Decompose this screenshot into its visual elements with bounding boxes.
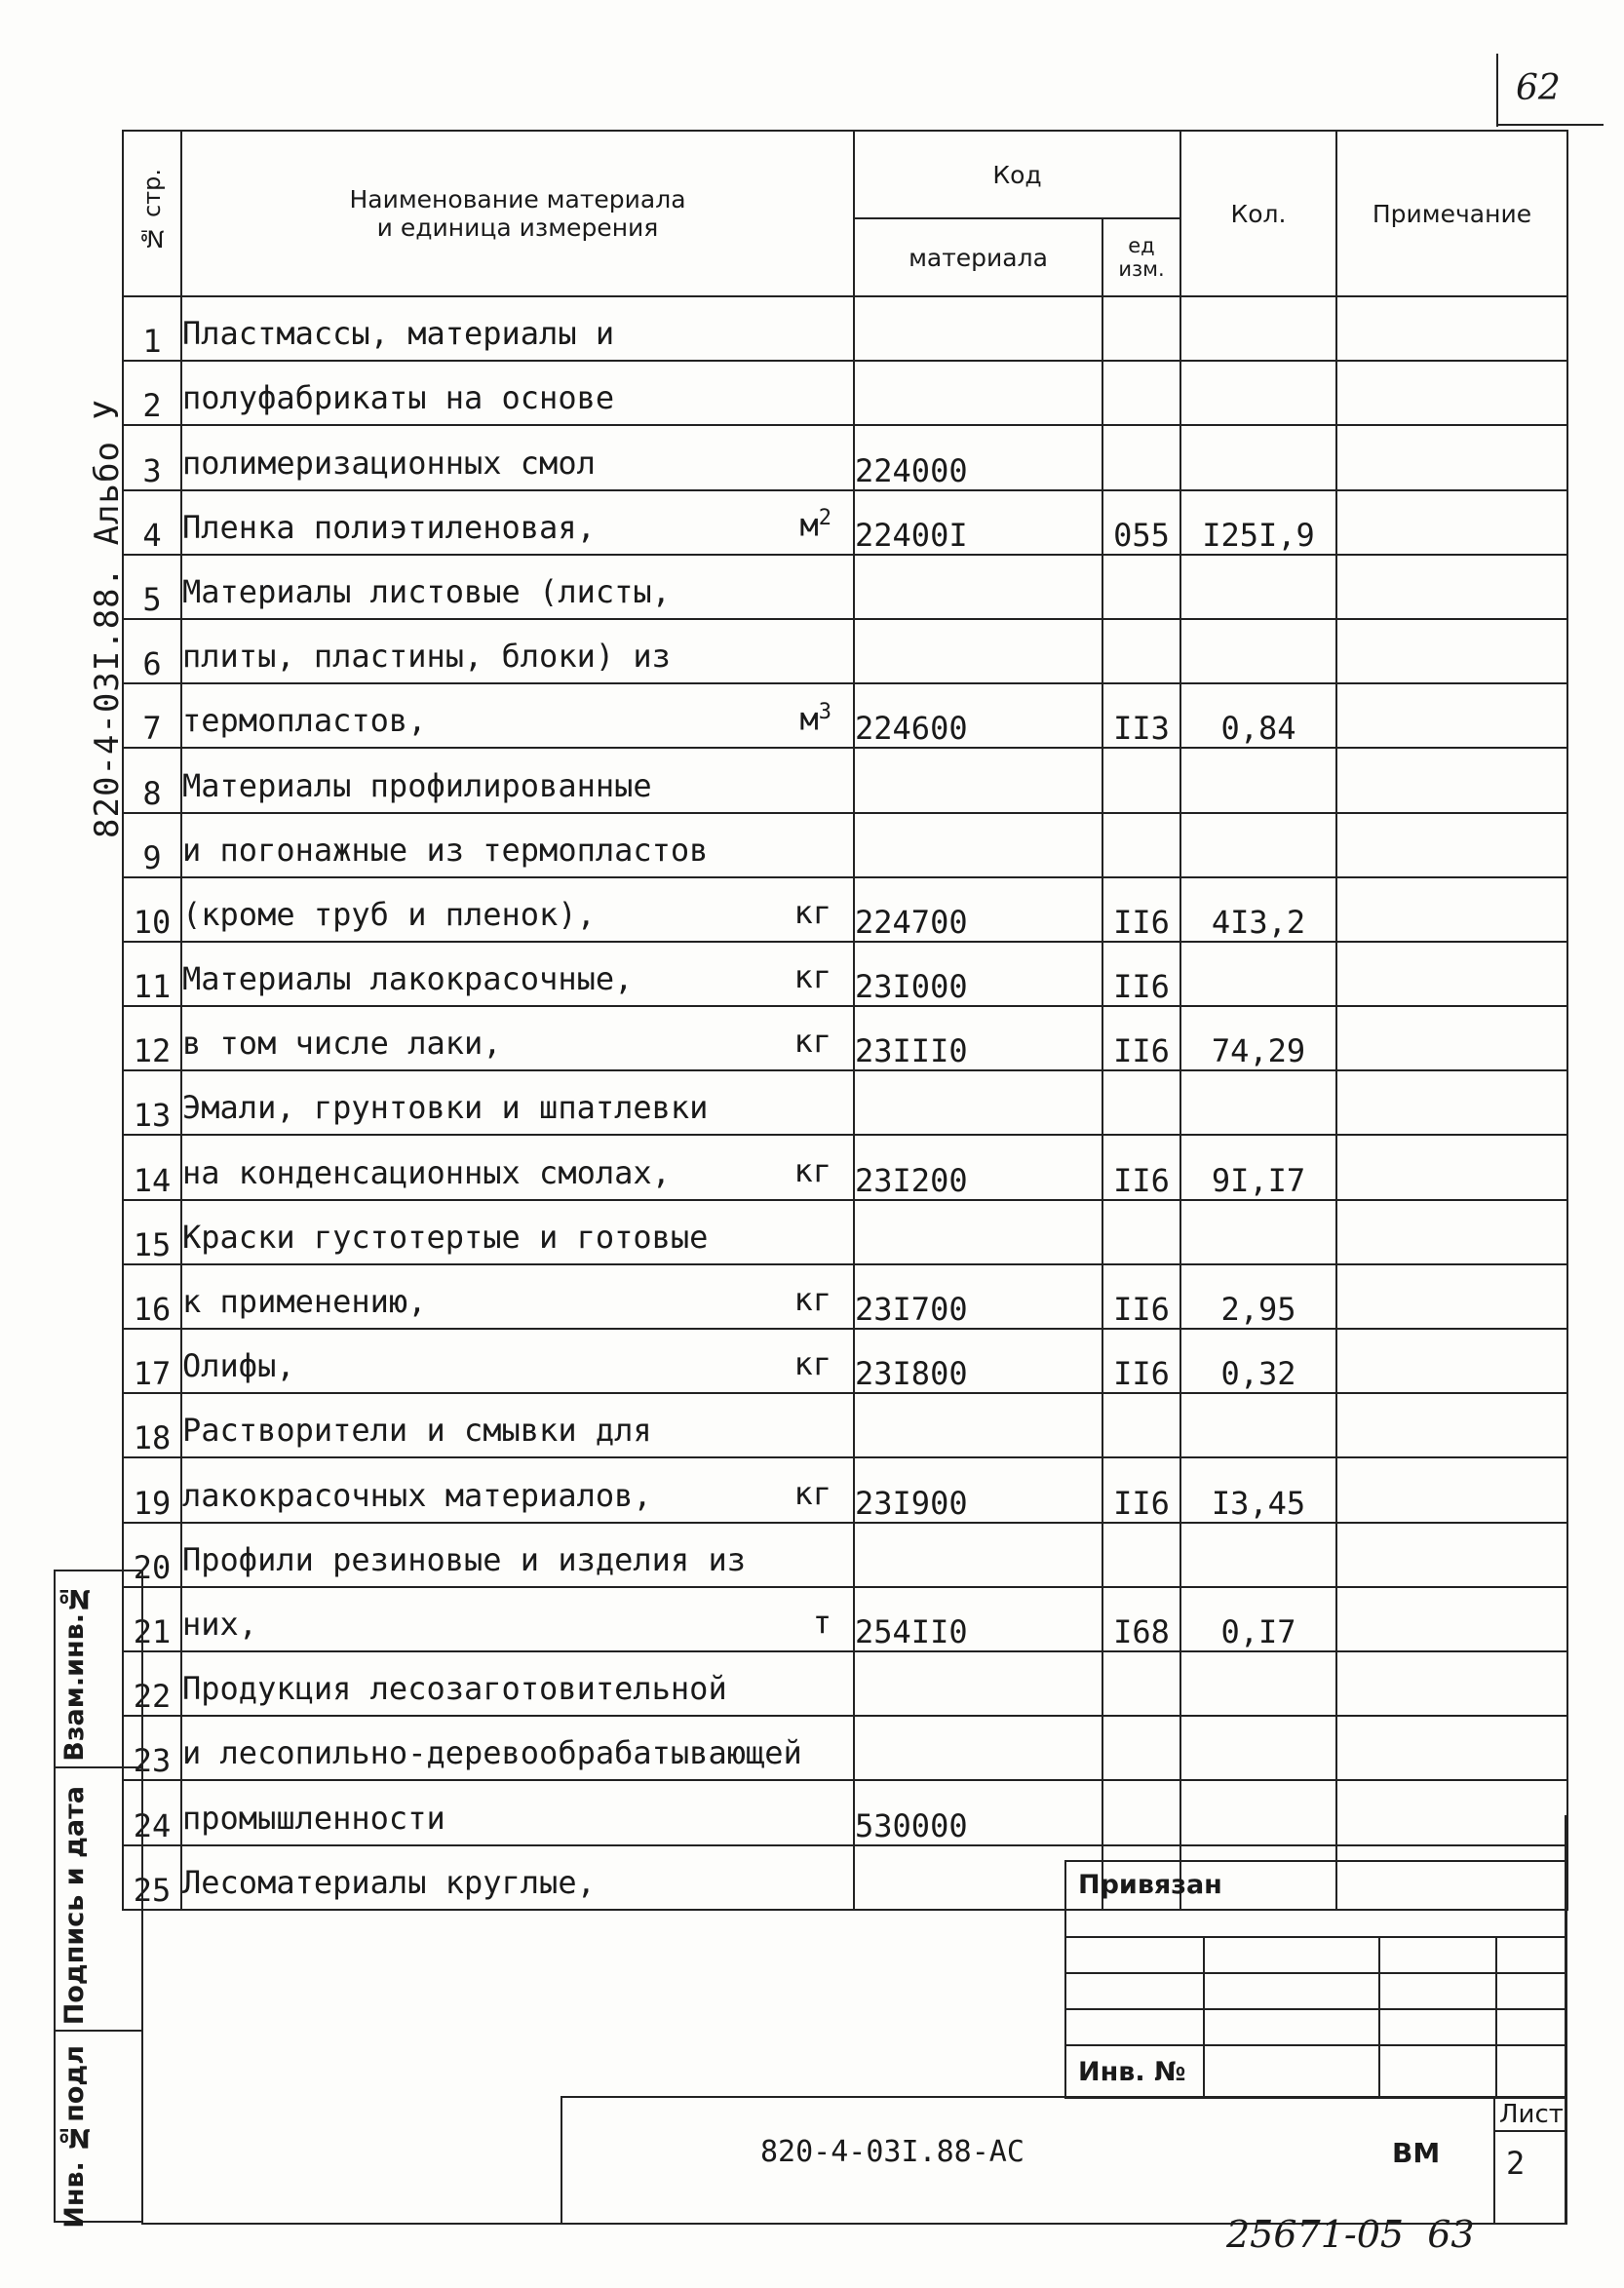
unit-code: I68 — [1102, 1587, 1180, 1651]
material-name-text: Лесоматериалы круглые, — [182, 1863, 596, 1901]
page-number: 62 — [1516, 68, 1561, 108]
quantity — [1180, 1651, 1336, 1716]
table-row — [123, 425, 1567, 489]
row-number: 24 — [123, 1780, 181, 1844]
unit-symbol: кг — [793, 1474, 831, 1512]
table-row — [123, 1393, 1567, 1457]
table-body — [123, 296, 1567, 1910]
material-name — [181, 1393, 854, 1457]
material-code: 254II0 — [854, 1587, 1102, 1651]
quantity — [1180, 1200, 1336, 1264]
unit-of-measure — [793, 1152, 831, 1189]
material-name-text: Пленка полиэтиленовая, — [182, 508, 596, 546]
row-number: 17 — [123, 1329, 181, 1393]
signature-date-cell — [56, 1766, 141, 2059]
material-code — [854, 748, 1102, 812]
stamp-divider — [1378, 1938, 1380, 2099]
row-number: 1 — [123, 296, 181, 361]
note — [1336, 1070, 1567, 1135]
material-name-text: в том числе лаки, — [182, 1025, 502, 1063]
material-name-text: Материалы профилированные — [182, 766, 652, 804]
quantity: 4I3,2 — [1180, 877, 1336, 942]
note — [1336, 748, 1567, 812]
note — [1336, 813, 1567, 877]
note — [1336, 555, 1567, 619]
unit-code — [1102, 361, 1180, 425]
unit-of-measure — [813, 1604, 831, 1641]
material-code — [854, 555, 1102, 619]
unit-of-measure — [793, 1281, 831, 1318]
header-quantity: Кол. — [1180, 131, 1336, 296]
material-code: 224600 — [854, 683, 1102, 748]
inv-orig-label: Инв. №подл — [59, 2045, 90, 2229]
table-row — [123, 1523, 1567, 1587]
table-row — [123, 1264, 1567, 1329]
material-name-text: Пластмассы, материалы и — [182, 315, 615, 353]
material-name — [181, 296, 854, 361]
material-name — [181, 490, 854, 555]
material-code — [854, 1716, 1102, 1780]
quantity — [1180, 619, 1336, 683]
unit-symbol: кг — [793, 1151, 831, 1189]
material-name — [181, 1716, 854, 1780]
unit-code: II6 — [1102, 1264, 1180, 1329]
note — [1336, 877, 1567, 942]
table-row — [123, 1006, 1567, 1070]
material-code — [854, 1523, 1102, 1587]
header-code: Код — [854, 131, 1180, 218]
note — [1336, 1006, 1567, 1070]
unit-symbol: кг — [793, 958, 831, 996]
unit-code — [1102, 296, 1180, 361]
material-name-text: Олифы, — [182, 1347, 295, 1385]
unit-code — [1102, 1393, 1180, 1457]
material-name-text: к применению, — [182, 1283, 427, 1320]
material-code: 530000 — [854, 1780, 1102, 1844]
quantity — [1180, 425, 1336, 489]
row-number: 18 — [123, 1393, 181, 1457]
row-number: 6 — [123, 619, 181, 683]
unit-of-measure — [793, 958, 831, 995]
attached-label: Привязан — [1078, 1870, 1222, 1900]
material-code: 23III0 — [854, 1006, 1102, 1070]
stamp-line — [1066, 1936, 1566, 1938]
row-number: 21 — [123, 1587, 181, 1651]
note — [1336, 1587, 1567, 1651]
table-row — [123, 1329, 1567, 1393]
quantity: 9I,I7 — [1180, 1135, 1336, 1199]
table-row — [123, 490, 1567, 555]
material-name-text: полимеризационных смол — [182, 444, 596, 482]
material-code: 224700 — [854, 877, 1102, 942]
row-number: 12 — [123, 1006, 181, 1070]
unit-symbol: кг — [793, 893, 831, 931]
quantity — [1180, 296, 1336, 361]
quantity — [1180, 942, 1336, 1006]
material-name-text: Материалы листовые (листы, — [182, 572, 671, 610]
header-material-name: Наименование материала и единица измерения — [181, 131, 854, 296]
unit-code — [1102, 555, 1180, 619]
note — [1336, 942, 1567, 1006]
table-row — [123, 1457, 1567, 1522]
unit-code: II6 — [1102, 877, 1180, 942]
quantity — [1180, 361, 1336, 425]
sheet-divider — [1493, 2130, 1567, 2132]
material-code: 22400I — [854, 490, 1102, 555]
material-name — [181, 1329, 854, 1393]
material-name — [181, 1006, 854, 1070]
header-code-unit: ед изм. — [1102, 218, 1180, 296]
row-number: 11 — [123, 942, 181, 1006]
signature-date-label: Подпись и дата — [59, 1786, 90, 2026]
material-code — [854, 619, 1102, 683]
material-code: 224000 — [854, 425, 1102, 489]
material-code: 23I200 — [854, 1135, 1102, 1199]
material-name-text: них, — [182, 1605, 258, 1643]
note — [1336, 361, 1567, 425]
page-number-rule — [1496, 54, 1498, 127]
row-number: 9 — [123, 813, 181, 877]
material-code: 23I900 — [854, 1457, 1102, 1522]
table-row — [123, 877, 1567, 942]
row-number: 3 — [123, 425, 181, 489]
stamp-line — [1066, 1972, 1566, 1974]
unit-symbol: м — [799, 506, 819, 544]
table-row — [123, 683, 1567, 748]
note — [1336, 490, 1567, 555]
material-name-text: Профили резиновые и изделия из — [182, 1540, 746, 1578]
quantity: I25I,9 — [1180, 490, 1336, 555]
header-code-material: материала — [854, 218, 1102, 296]
material-name-text: Продукция лесозаготовительной — [182, 1670, 727, 1708]
note — [1336, 1135, 1567, 1199]
quantity: 0,32 — [1180, 1329, 1336, 1393]
unit-of-measure — [799, 700, 831, 738]
row-number: 15 — [123, 1200, 181, 1264]
unit-code: II6 — [1102, 1457, 1180, 1522]
material-name — [181, 425, 854, 489]
material-name — [181, 1135, 854, 1199]
row-number: 13 — [123, 1070, 181, 1135]
material-code — [854, 1393, 1102, 1457]
row-number: 10 — [123, 877, 181, 942]
unit-exponent: 3 — [818, 699, 831, 724]
unit-symbol: кг — [793, 1281, 831, 1318]
header-note: Примечание — [1336, 131, 1567, 296]
note — [1336, 296, 1567, 361]
table-row — [123, 555, 1567, 619]
material-name-text: Краски густотертые и готовые — [182, 1218, 709, 1256]
replaced-inv-label: Взам.инв.№ — [59, 1583, 90, 1762]
unit-code — [1102, 1070, 1180, 1135]
unit-of-measure — [793, 1475, 831, 1512]
unit-symbol: кг — [793, 1345, 831, 1383]
note — [1336, 1651, 1567, 1716]
material-code: 23I800 — [854, 1329, 1102, 1393]
quantity — [1180, 1393, 1336, 1457]
note — [1336, 425, 1567, 489]
material-name-text: (кроме труб и пленок), — [182, 895, 596, 933]
table-row — [123, 942, 1567, 1006]
stamp-line — [1066, 2008, 1566, 2010]
note — [1336, 1457, 1567, 1522]
material-name — [181, 1651, 854, 1716]
table-row — [123, 361, 1567, 425]
quantity: 0,84 — [1180, 683, 1336, 748]
material-name-text: Эмали, грунтовки и шпатлевки — [182, 1089, 709, 1127]
material-name-text: и лесопильно-деревообрабатывающей — [182, 1734, 802, 1772]
unit-code — [1102, 425, 1180, 489]
quantity — [1180, 813, 1336, 877]
unit-of-measure — [793, 1345, 831, 1382]
material-name-text: промышленности — [182, 1799, 445, 1837]
note — [1336, 1393, 1567, 1457]
document-code: 820-4-03I.88-АС — [760, 2135, 1025, 2169]
table-row — [123, 1716, 1567, 1780]
material-name — [181, 361, 854, 425]
unit-code — [1102, 619, 1180, 683]
material-name — [181, 877, 854, 942]
table-row — [123, 1651, 1567, 1716]
material-name — [181, 1070, 854, 1135]
table-row — [123, 296, 1567, 361]
sheet-number: 2 — [1506, 2145, 1526, 2182]
unit-code — [1102, 1200, 1180, 1264]
material-name — [181, 1200, 854, 1264]
material-code — [854, 361, 1102, 425]
row-number: 25 — [123, 1845, 181, 1910]
unit-code: II3 — [1102, 683, 1180, 748]
quantity — [1180, 555, 1336, 619]
document-stage: ВМ — [1392, 2137, 1441, 2169]
side-album-title: 820-4-03I.88. Альбо У — [88, 399, 127, 838]
stamp-divider — [1203, 1938, 1205, 2099]
quantity — [1180, 748, 1336, 812]
quantity — [1180, 1070, 1336, 1135]
row-number: 16 — [123, 1264, 181, 1329]
replaced-inv-cell — [56, 1571, 141, 1766]
material-code — [854, 1200, 1102, 1264]
row-number: 2 — [123, 361, 181, 425]
quantity — [1180, 1716, 1336, 1780]
unit-code — [1102, 1716, 1180, 1780]
note — [1336, 1264, 1567, 1329]
material-name-text: на конденсационных смолах, — [182, 1153, 671, 1191]
quantity — [1180, 1523, 1336, 1587]
unit-code — [1102, 1651, 1180, 1716]
unit-code — [1102, 748, 1180, 812]
page-number-underline — [1496, 124, 1604, 126]
material-code — [854, 296, 1102, 361]
archive-number: 25671-05 63 — [1226, 2213, 1475, 2256]
header-row-number: № стр. — [123, 131, 181, 296]
material-name-text: и погонажные из термопластов — [182, 831, 709, 869]
row-number: 14 — [123, 1135, 181, 1199]
material-code — [854, 1651, 1102, 1716]
note — [1336, 619, 1567, 683]
table-row — [123, 1587, 1567, 1651]
row-number: 4 — [123, 490, 181, 555]
material-name-text: термопластов, — [182, 702, 427, 740]
material-name-text: полуфабрикаты на основе — [182, 379, 615, 417]
note — [1336, 1200, 1567, 1264]
note — [1336, 1716, 1567, 1780]
table-row — [123, 1200, 1567, 1264]
unit-code — [1102, 813, 1180, 877]
unit-of-measure — [793, 1023, 831, 1060]
sheet-label: Лист — [1499, 2100, 1564, 2129]
note — [1336, 1329, 1567, 1393]
material-name — [181, 555, 854, 619]
quantity: 0,I7 — [1180, 1587, 1336, 1651]
unit-symbol: м — [799, 700, 819, 738]
unit-symbol: т — [812, 1603, 831, 1641]
note — [1336, 1523, 1567, 1587]
material-name — [181, 1264, 854, 1329]
row-number: 8 — [123, 748, 181, 812]
row-number: 7 — [123, 683, 181, 748]
material-name-text: Материалы лакокрасочные, — [182, 960, 634, 998]
material-name — [181, 748, 854, 812]
material-code — [854, 813, 1102, 877]
material-name — [181, 1523, 854, 1587]
stamp-divider — [1495, 1938, 1497, 2099]
inv-orig-cell — [56, 2030, 141, 2229]
unit-symbol: кг — [793, 1023, 831, 1061]
material-code: 23I000 — [854, 942, 1102, 1006]
unit-of-measure — [799, 506, 831, 544]
unit-code — [1102, 1523, 1180, 1587]
table-row — [123, 748, 1567, 812]
unit-code: II6 — [1102, 1006, 1180, 1070]
unit-of-measure — [793, 894, 831, 931]
row-number: 23 — [123, 1716, 181, 1780]
material-name — [181, 683, 854, 748]
unit-code: II6 — [1102, 942, 1180, 1006]
note — [1336, 683, 1567, 748]
row-number: 22 — [123, 1651, 181, 1716]
unit-code: 055 — [1102, 490, 1180, 555]
material-name-text: Растворители и смывки для — [182, 1412, 652, 1450]
quantity: 2,95 — [1180, 1264, 1336, 1329]
row-number: 5 — [123, 555, 181, 619]
stamp-line — [1066, 2044, 1566, 2046]
inv-number-label: Инв. № — [1078, 2057, 1186, 2087]
row-number: 19 — [123, 1457, 181, 1522]
row-number: 20 — [123, 1523, 181, 1587]
material-code — [854, 1070, 1102, 1135]
quantity: I3,45 — [1180, 1457, 1336, 1522]
unit-code: II6 — [1102, 1135, 1180, 1199]
unit-exponent: 2 — [818, 506, 831, 531]
material-name — [181, 813, 854, 877]
material-name — [181, 619, 854, 683]
table-row — [123, 619, 1567, 683]
material-name — [181, 1457, 854, 1522]
material-name — [181, 1587, 854, 1651]
table-row — [123, 1070, 1567, 1135]
material-name-text: плиты, пластины, блоки) из — [182, 638, 671, 676]
unit-code: II6 — [1102, 1329, 1180, 1393]
materials-table — [122, 130, 1568, 1911]
material-name-text: лакокрасочных материалов, — [182, 1476, 652, 1514]
table-row — [123, 1135, 1567, 1199]
left-stamp-frame — [54, 1570, 143, 2229]
material-name — [181, 942, 854, 1006]
table-row — [123, 813, 1567, 877]
material-code: 23I700 — [854, 1264, 1102, 1329]
quantity: 74,29 — [1180, 1006, 1336, 1070]
